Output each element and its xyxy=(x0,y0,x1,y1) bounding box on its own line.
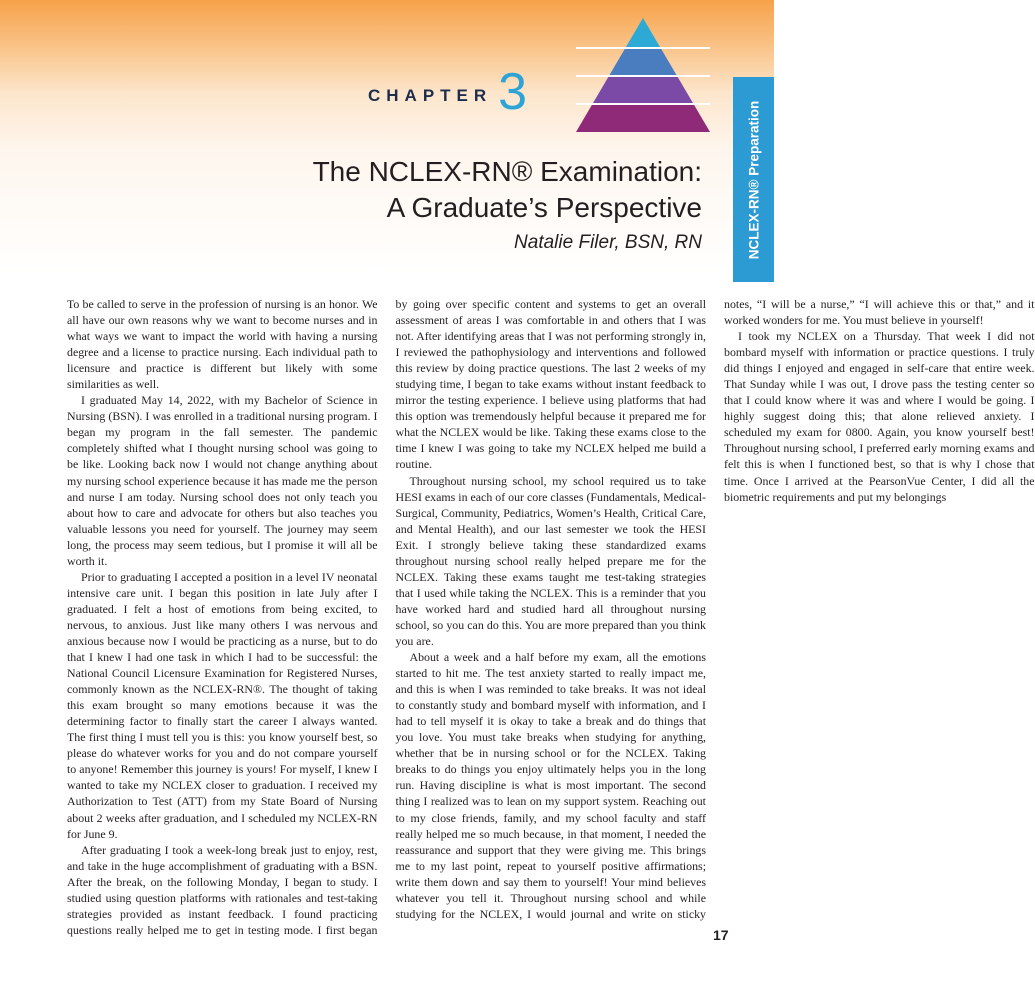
chapter-number: 3 xyxy=(498,63,528,121)
body-paragraph: I took my NCLEX on a Thursday. That week I did not bombard myself with information or practice questions. I truly did things I enjoyed and engaged in self-care that entire week. That Sunday while I was out, I drove pass the testing center so that I could know where it was and where I would be going. I highly suggest doing this; that alone relieved anxiety. I scheduled my exam for 0800. Again, you know yourself best! Throughout nursing school, I preferred early morning exams and felt this is when I functioned best, so that is why I chose that time. Once I arrived at the PearsonVue Center, I did all the biometric requirements and put my belongings xyxy=(724,329,1035,504)
body-paragraph: Throughout nursing school, my school required us to take HESI exams in each of our core classes (Fundamentals, Medical-Surgical, Community, Pediatrics, Women’s Health, Critical Care, and Mental Health), and our last semester we took the HESI Exit. I strongly believe taking these standardized exams throughout nursing school really helped prepare me for the NCLEX. Taking these exams taught me test-taking strategies that I used while taking the NCLEX. This is a reminder that you have worked hard and studied hard all throughout nursing school, so you can do this. You are more prepared than you think you are. xyxy=(395,473,706,648)
section-side-tab xyxy=(733,77,774,282)
page-number: 17 xyxy=(713,927,729,943)
chapter-label: CHAPTER xyxy=(368,86,493,105)
chapter-heading xyxy=(368,63,528,121)
body-paragraph: After graduating I took a week-long break just to enjoy, rest, and take in the huge accomplishment of graduating with a BSN. After the break, on the following Monday, I began to study. I studied using question platforms with rationales and test-taking strategies provided as instant feedback. I found practicing questions really helped me to get in testing mode. I first began by going over specific content and systems to get an overall assessment of areas I was comfortable in and others that I was not. After identifying areas that I was not performing strongly in, I reviewed the pathophysiology and interventions and followed this review by doing practice questions. The last 2 weeks of my studying time, I began to take exams without instant feedback to mirror the testing experience. I believe using platforms that had this option was tremendously helpful because it prepared me for what the NCLEX would be like. Taking these exams close to the time I knew I was going to take my NCLEX helped me build a routine. xyxy=(67,297,706,937)
pyramid-band-4 xyxy=(576,104,710,132)
body-paragraph: About a week and a half before my exam, all the emotions started to hit me. The test anxiety started to really impact me, and this is when I was reminded to take breaks. It was not ideal to constantly study and bombard myself with information, and I had to tell myself it is okay to take a break and do things that you love. You must take breaks when studying for anything, whether that be in nursing school or for the NCLEX. Taking breaks to do things you enjoy ultimately helps you in the long run. Having discipline is what is most important. The second thing I realized was to lean on my support system. Reaching out to my close friends, family, and my school faculty and staff really helped me so much because, in that moment, I needed the reassurance and support that they were giving me. This brings me to my last point, repeat to yourself positive affirmations; write them down and say them to yourself! Your mind believes whatever you tell it. Throughout nursing school and while studying for the NCLEX, I would journal and write on sticky notes, “I will be a nurse,” “I will achieve this or that,” and it worked wonders for me. You must believe in yourself! xyxy=(395,297,1035,921)
chapter-title-line-2: A Graduate’s Perspective xyxy=(386,192,702,223)
chapter-title-line-1: The NCLEX-RN® Examination: xyxy=(312,156,702,187)
pyramid-band-2 xyxy=(576,48,710,76)
pyramid-band-3 xyxy=(576,76,710,104)
section-side-tab-label: NCLEX-RN® Preparation xyxy=(746,100,761,259)
body-paragraph: I graduated May 14, 2022, with my Bachelor of Science in Nursing (BSN). I was enrolled in a traditional nursing program. I began my program in the fall semester. The pandemic completely shifted what I thought nursing school was going to be like. Looking back now I would not change anything about my nursing school experience because it has made me the person and nurse I am today. Nursing school does not only teach you about how to care and advocate for others but also teaches you valuable lessons you need for yourself. The journey may seem long, the process may seem tedious, but I promise it will all be worth it. xyxy=(67,393,378,568)
body-paragraph: To be called to serve in the profession of nursing is an honor. We all have our own reasons why we want to become nurses and in what ways we want to impact the world with having a nursing degree and a license to practice nursing. Each individual path to licensure and practice is different but likely with some similarities as well. xyxy=(67,297,378,392)
chapter-author: Natalie Filer, BSN, RN xyxy=(514,232,702,253)
pyramid-icon xyxy=(576,18,710,132)
body-paragraph: Prior to graduating I accepted a position in a level IV neonatal intensive care unit. I began this position in late July after I graduated. I felt a host of emotions from being excited, to nervous, to anxious. Just like many others I was nervous and anxious because now I would be practicing as a nurse, but to do that I knew I had one task in which I had to be successful: the National Council Licensure Examination for Registered Nurses, commonly known as the NCLEX-RN®. The thought of taking this exam brought so many emotions because it was the determining factor to finally start the career I always wanted. The first thing I must tell you is this: you know yourself best, so please do whatever works for you and do not compare yourself to anyone! Remember this journey is yours! For myself, I knew I wanted to take my NCLEX closer to graduation. I received my Authorization to Test (ATT) from my State Board of Nursing about 2 weeks after graduation, and I scheduled my NCLEX-RN for June 9. xyxy=(67,569,378,841)
chapter-title xyxy=(313,154,702,226)
pyramid-band-1 xyxy=(576,18,710,48)
